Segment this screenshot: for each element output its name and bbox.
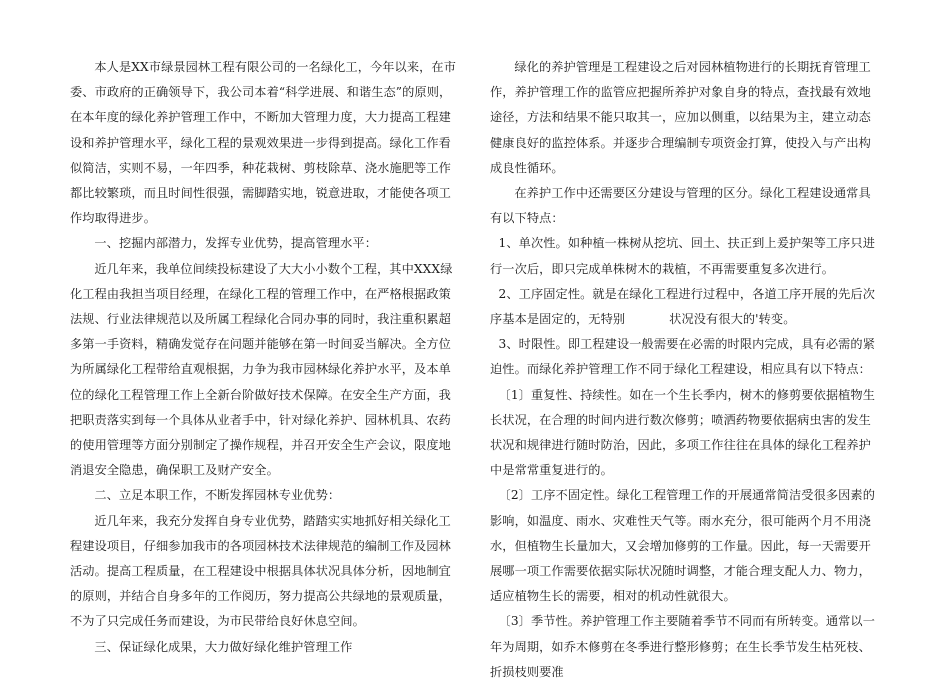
heading-section-2: 二、立足本职工作，不断发挥园林专业优势： [94, 488, 341, 503]
list-item-fixed-process [490, 282, 880, 332]
paragraph-intro: 本人是XX市绿景园林工程有限公司的一名绿化工，今年以来，在市委、市政府的正确领导下，我公司本着“科学进展、和谐生态”的原则，在本年度的绿化养护管理工作中，不断加大管理力度，大力提高工程建设和养护管理水平，绿化工程的景观效果进一步得到提高。绿化工作看似简洁，实则不易，一年四季，种花栽树、剪枝除草、浇水施肥等工作都比较繁琐，而且时间性很强，需脚踏实地，锐意进取，才能使各项工作均取得进步。 [70, 60, 456, 226]
list-item-fixed-process-part-a: 2、工序固定性。就是在绿化工程进行过程中，各道工序开展的先后次序基本是固定的，无特别 [490, 286, 876, 327]
list-item-repetitive: 〔1〕重复性、持续性。如在一个生长季内，树木的修剪要依据植物生长状况，在合理的时间内进行数次修剪；喷洒药物要依据病虫害的发生状况和规律进行随时防治，因此，多项工作往往在具体的绿化工程养护中是常常重复进行的。 [490, 387, 876, 478]
paragraph-construction-features: 在养护工作中还需要区分建设与管理的区分。绿化工程建设通常具有以下特点： [490, 186, 871, 226]
paragraph-section-2: 近几年来，我充分发挥自身专业优势，踏踏实实地抓好相关绿化工程建设项目，仔细参加我市的各项园林技术法律规范的编制工作及园林活动。提高工程质量，在工程建设中根据具体状况具体分析，因地制宜的原则，并结合自身多年的工作阅历，努力提高公共绿地的景观质量，不为了只完成任务而建设，为市民带给良好休息空间。 [70, 513, 451, 629]
right-column [490, 55, 880, 685]
list-item-unfixed-process: 〔2〕工序不固定性。绿化工程管理工作的开展通常简洁受很多因素的影响，如温度、雨水、灾难性天气等。雨水充分，很可能两个月不用浇水，但植物生长量加大，又会增加修剪的工作量。因此，每一天需要开展哪一项工作需要依据实际状况随时调整，才能合理支配人力、物力，适应植物生长的需要，相对的机动性就很大。 [490, 488, 876, 604]
list-item-fixed-process-part-b: 状况没有很大的'转变。 [669, 312, 796, 327]
left-column [70, 55, 460, 660]
paragraph-section-1: 近几年来，我单位间续投标建设了大大小小数个工程，其中XXX绿化工程由我担当项目经理，在绿化工程的管理工作中，在严格根据政策法规、行业法律规范以及所属工程绿化合同办事的同时，我注重积累超多第一手资料，精确发觉存在问题并能够在第一时间妥当解决。全方位为所属绿化工程带给直观根据，力争为我市园林绿化养护水平，及本单位的绿化工程管理工作上全新台阶做好技术保障。在安全生产方面，我把职责落实到每一个具体从业者手中，针对绿化养护、园林机具、农药的使用管理等方面分别制定了操作规程，并召开安全生产会议，限度地消退安全隐患，确保职工及财产安全。 [70, 261, 453, 478]
heading-section-3: 三、保证绿化成果，大力做好绿化维护管理工作 [94, 639, 353, 654]
list-item-seasonal: 〔3〕季节性。养护管理工作主要随着季节不同而有所转变。通常以一年为周期，如乔木修剪在冬季进行整形修剪；在生长季节发生枯死枝、折损枝则要准 [490, 614, 876, 679]
list-item-time-limit: 3、时限性。即工程建设一般需要在必需的时限内完成，具有必需的紧迫性。而绿化养护管理工作不同于绿化工程建设，相应具有以下特点： [490, 337, 876, 377]
list-item-single-time: 1、单次性。如种植一株树从挖坑、回土、扶正到上爰护架等工序只进行一次后，即只完成单株树木的栽植，不再需要重复多次进行。 [490, 236, 876, 276]
paragraph-maintenance-intro: 绿化的养护管理是工程建设之后对园林植物进行的长期抚育管理工作，养护管理工作的监管应把握所养护对象自身的特点，查找最有效地途径，方法和结果不能只取其一，应加以侧重，以结果为主，建立动态健康良好的监控体系。并逐步合理编制专项资金打算，使投入与产出构成良性循环。 [490, 60, 871, 175]
heading-section-1: 一、挖掘内部潜力，发挥专业优势，提高管理水平： [94, 236, 378, 251]
